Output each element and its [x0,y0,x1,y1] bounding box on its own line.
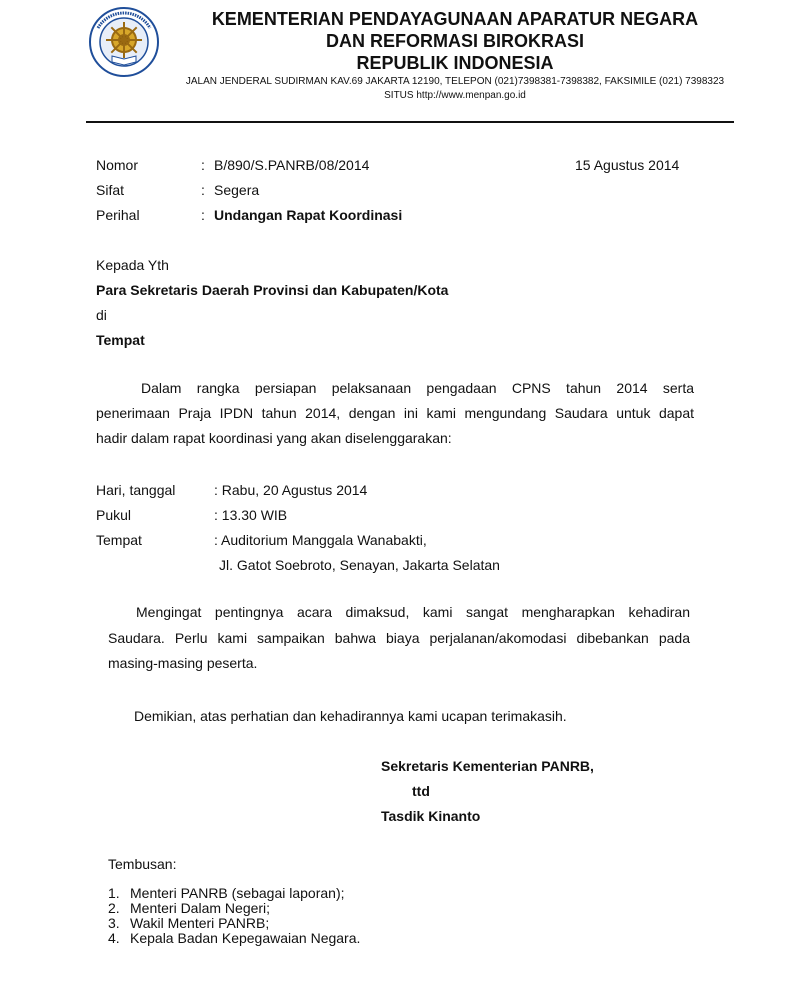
paragraph-2-line-1: Mengingat pentingnya acara dimaksud, kami sangat mengharapkan kehadiran [136,604,690,620]
event-place-label: Tempat [96,532,142,548]
recipient-di: di [96,307,107,323]
letterhead-address: JALAN JENDERAL SUDIRMAN KAV.69 JAKARTA 12190, TELEPON (021)7398381-7398382, FAKSIMILE (021) 7398323 [185,76,725,87]
signature-name: Tasdik Kinanto [381,808,481,824]
letter-date: 15 Agustus 2014 [575,157,680,173]
letterhead-country: REPUBLIK INDONESIA [356,53,554,73]
letterhead-divider [86,121,734,123]
cc-item [108,901,360,916]
closing-paragraph: Demikian, atas perhatian dan kehadirannya kami ucapan terimakasih. [134,708,567,724]
event-time-value: : 13.30 WIB [214,507,288,523]
recipient-kepada: Kepada Yth [96,257,169,273]
paragraph-1-line-3: hadir dalam rapat koordinasi yang akan diselenggarakan: [96,430,452,446]
cc-item-number: 2. [108,900,120,916]
recipient-tempat: Tempat [96,332,145,348]
paragraph-2-line-3: masing-masing peserta. [108,655,258,671]
event-place-value-1: : Auditorium Manggala Wanabakti, [214,532,427,548]
cc-list [108,886,360,946]
sifat-colon: : [201,182,205,198]
cc-item [108,886,360,901]
cc-item-number: 3. [108,915,120,931]
cc-item-text: Wakil Menteri PANRB; [130,915,270,931]
cc-item-text: Menteri Dalam Negeri; [130,900,271,916]
signature-title: Sekretaris Kementerian PANRB, [381,758,594,774]
perihal-value: Undangan Rapat Koordinasi [214,207,403,223]
sifat-label: Sifat [96,182,125,198]
nomor-colon: : [201,157,205,173]
cc-item [108,916,360,931]
nomor-value: B/890/S.PANRB/08/2014 [214,157,370,173]
ministry-logo [88,2,160,100]
cc-item [108,931,360,946]
recipient-name: Para Sekretaris Daerah Provinsi dan Kabupaten/Kota [96,282,449,298]
sifat-value: Segera [214,182,260,198]
paragraph-1-line-1: Dalam rangka persiapan pelaksanaan pengadaan CPNS tahun 2014 serta [141,380,694,396]
cc-item-text: Kepala Badan Kepegawaian Negara. [130,930,361,946]
cc-item-number: 4. [108,930,120,946]
cc-item-number: 1. [108,885,120,901]
event-time-label: Pukul [96,507,132,523]
signature-ttd: ttd [412,783,430,799]
nomor-label: Nomor [96,157,139,173]
cc-item-text: Menteri PANRB (sebagai laporan); [130,885,345,901]
perihal-colon: : [201,207,205,223]
perihal-label: Perihal [96,207,140,223]
letterhead-ministry-line2: DAN REFORMASI BIROKRASI [325,31,584,51]
emblem-icon [90,8,158,76]
paragraph-1-line-2: penerimaan Praja IPDN tahun 2014, dengan ini kami mengundang Saudara untuk dapat [96,405,694,421]
letterhead-website: SITUS http://www.menpan.go.id [384,90,526,101]
event-day-label: Hari, tanggal [96,482,176,498]
event-day-value: : Rabu, 20 Agustus 2014 [214,482,368,498]
cc-heading: Tembusan: [108,856,177,872]
letterhead-ministry-line1: KEMENTERIAN PENDAYAGUNAAN APARATUR NEGARA [211,9,699,29]
event-place-value-2: Jl. Gatot Soebroto, Senayan, Jakarta Selatan [219,557,500,573]
paragraph-2-line-2: Saudara. Perlu kami sampaikan bahwa biaya perjalanan/akomodasi dibebankan pada [108,630,690,646]
